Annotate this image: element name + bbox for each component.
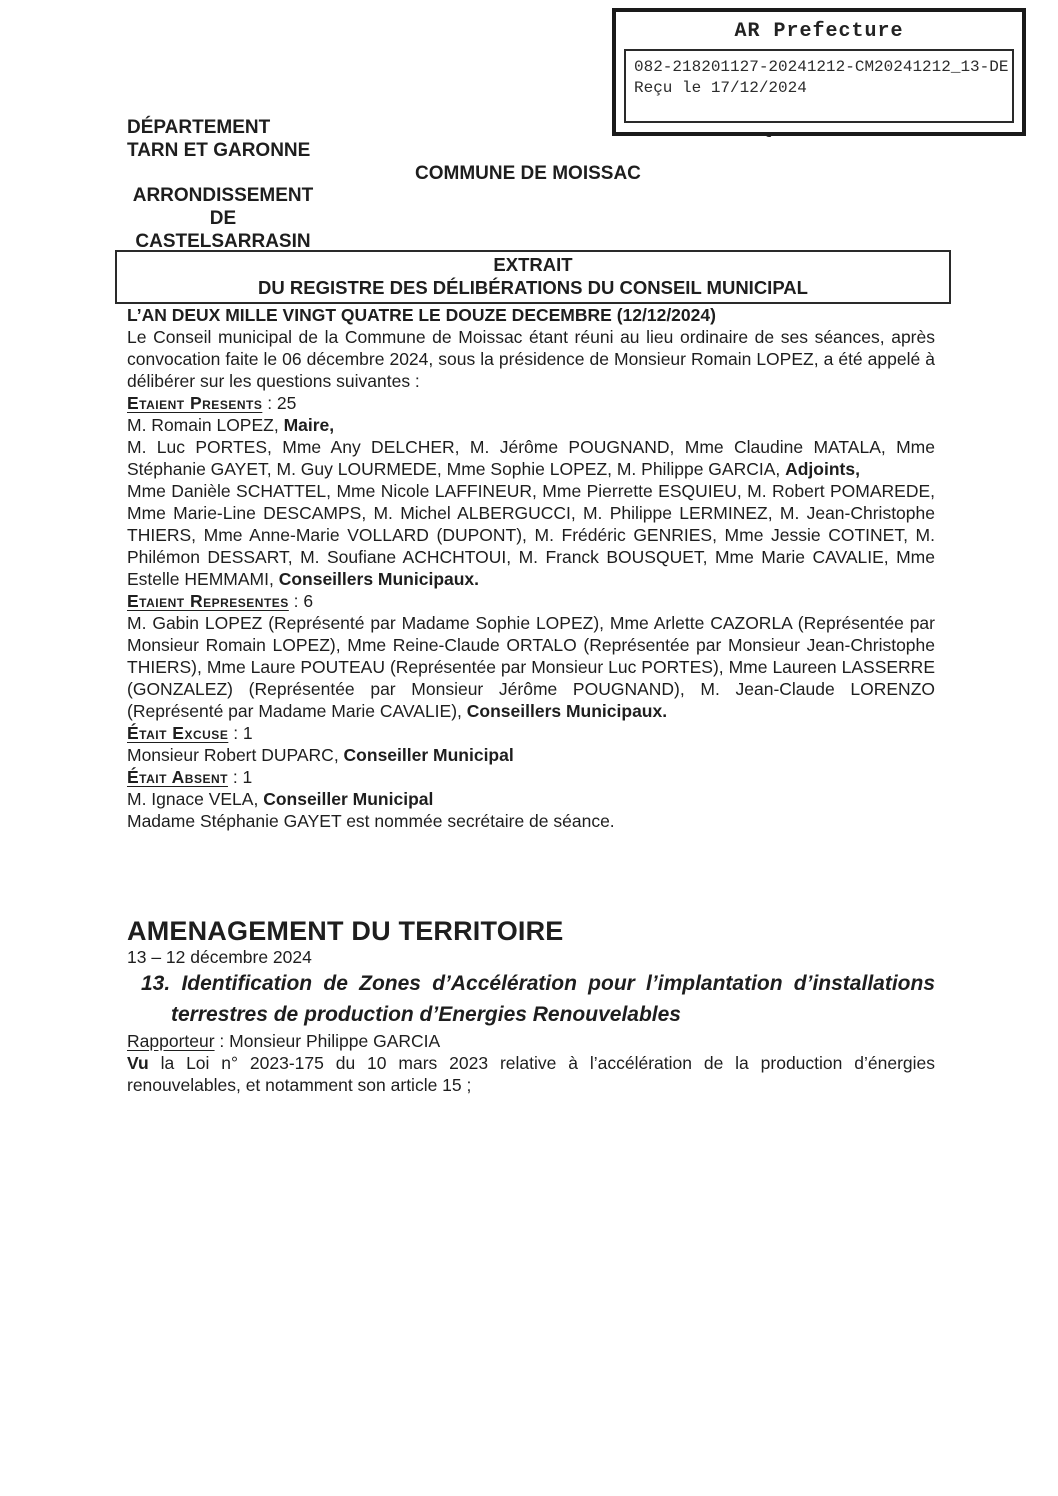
- adjoints-names: M. Luc PORTES, Mme Any DELCHER, M. Jérôme POUGNAND, Mme Claudine MATALA, Mme Stéphanie GAYET, M. Guy LOURMEDE, Mme Sophie LOPEZ, M. Philippe GARCIA,: [127, 437, 935, 479]
- secretary-line: Madame Stéphanie GAYET est nommée secrétaire de séance.: [127, 811, 615, 831]
- extrait-subtitle: DU REGISTRE DES DÉLIBÉRATIONS DU CONSEIL MUNICIPAL: [258, 277, 808, 298]
- section-subtitle: 13 – 12 décembre 2024: [127, 947, 312, 967]
- representes-label-line: [127, 590, 935, 612]
- document-header: [127, 116, 935, 250]
- representes-names: M. Gabin LOPEZ (Représenté par Madame Sophie LOPEZ), Mme Arlette CAZORLA (Représentée par Monsieur Romain LOPEZ), Mme Reine-Claude ORTALO (Représentée par Monsieur Jean-Christophe THIERS), Mme Laure POUTEAU (Représentée par Monsieur Luc PORTES), Mme Laureen LASSERRE (GONZALEZ) (Représentée par Monsieur Jérôme POUGNAND), M. Jean-Claude LORENZO (Représenté par Madame Marie CAVALIE),: [127, 613, 935, 721]
- excuse-label: Était Excuse: [127, 723, 229, 743]
- presents-label: Etaient Presents: [127, 393, 263, 413]
- presents-label-line: [127, 392, 935, 414]
- department-block: [127, 116, 310, 162]
- maire-line: [127, 414, 935, 436]
- absent-label-line: [127, 766, 935, 788]
- conseillers-names: Mme Danièle SCHATTEL, Mme Nicole LAFFINEUR, Mme Pierrette ESQUIEU, M. Robert POMAREDE, Mme Marie-Line DESCAMPS, M. Michel ALBERGUCCI, M. Philippe LERMINEZ, M. Jean-Christophe THIERS, Mme Anne-Marie VOLLARD (DUPONT), M. Frédéric GENRIES, Mme Jessie COTINET, M. Philémon DESSART, M. Soufiane ACHCHTOUI, M. Franck BOUSQUET, Mme Marie CAVALIE, Mme Estelle HEMMAMI,: [127, 481, 935, 589]
- session-intro-paragraph: Le Conseil municipal de la Commune de Moissac étant réuni au lieu ordinaire de ses séances, après convocation faite le 06 décembre 2024, sous la présidence de Monsieur Romain LOPEZ, a été appelé à délibérer sur les questions suivantes :: [127, 327, 935, 391]
- absent-count: : 1: [227, 767, 253, 787]
- excuse-person-line: [127, 744, 935, 766]
- absent-person-title: Conseiller Municipal: [263, 789, 434, 809]
- arrondissement-ville: CASTELSARRASIN: [135, 231, 311, 252]
- rapporteur-name: : Monsieur Philippe GARCIA: [214, 1031, 441, 1051]
- document-content: [127, 0, 935, 1096]
- agenda-item-text: Identification de Zones d’Accélération pour l’implantation d’installations terrestres de production d’Energies Renouvelables: [171, 972, 935, 1026]
- excuse-label-line: [127, 722, 935, 744]
- conseillers-title: Conseillers Municipaux.: [278, 569, 480, 589]
- agenda-item-title: [127, 968, 935, 1030]
- representes-count: : 6: [288, 591, 314, 611]
- stamp-inner-box: [624, 49, 1014, 123]
- absent-person-line: [127, 788, 935, 810]
- excuse-count: : 1: [228, 723, 253, 743]
- vu-text: la Loi n° 2023-175 du 10 mars 2023 relative à l’accélération de la production d’énergies renouvelables, et notamment son article 15 ;: [127, 1053, 935, 1095]
- session-date-line: L’AN DEUX MILLE VINGT QUATRE LE DOUZE DECEMBRE (12/12/2024): [127, 305, 716, 325]
- maire-title: Maire,: [283, 415, 335, 435]
- extrait-title: EXTRAIT: [493, 254, 573, 275]
- extrait-title-box: [115, 250, 951, 304]
- vu-paragraph: [127, 1052, 935, 1096]
- department-name: TARN ET GARONNE: [127, 140, 311, 161]
- arrondissement-label: ARRONDISSEMENT: [132, 185, 314, 206]
- arrondissement-de: DE: [209, 208, 237, 229]
- adjoints-paragraph: [127, 436, 935, 480]
- rapporteur-label: Rapporteur: [127, 1031, 215, 1051]
- rapporteur-line: [127, 1030, 935, 1052]
- vu-label: Vu: [127, 1053, 149, 1073]
- stamp-received-date: Reçu le 17/12/2024: [634, 79, 807, 97]
- commune-label: COMMUNE DE MOISSAC: [415, 163, 641, 184]
- excuse-person-title: Conseiller Municipal: [343, 745, 514, 765]
- stamp-reference-number: 082-218201127-20241212-CM20241212_13-DE: [634, 58, 1009, 76]
- representes-label: Etaient Representes: [127, 591, 289, 611]
- section-title: AMENAGEMENT DU TERRITOIRE: [127, 916, 564, 946]
- presents-count: : 25: [262, 393, 297, 413]
- maire-name: M. Romain LOPEZ,: [127, 415, 284, 435]
- adjoints-title: Adjoints,: [785, 459, 860, 479]
- representes-title: Conseillers Municipaux.: [466, 701, 668, 721]
- department-label: DÉPARTEMENT: [127, 117, 271, 138]
- document-body: [127, 304, 935, 1096]
- representes-paragraph: [127, 612, 935, 722]
- stamp-title: AR Prefecture: [734, 20, 904, 43]
- agenda-item-number: 13.: [141, 972, 171, 995]
- arrondissement-block: [127, 184, 319, 253]
- prefecture-stamp: [612, 8, 1026, 136]
- conseillers-paragraph: [127, 480, 935, 590]
- absent-person-name: M. Ignace VELA,: [127, 789, 264, 809]
- absent-label: Était Absent: [127, 767, 228, 787]
- excuse-person-name: Monsieur Robert DUPARC,: [127, 745, 344, 765]
